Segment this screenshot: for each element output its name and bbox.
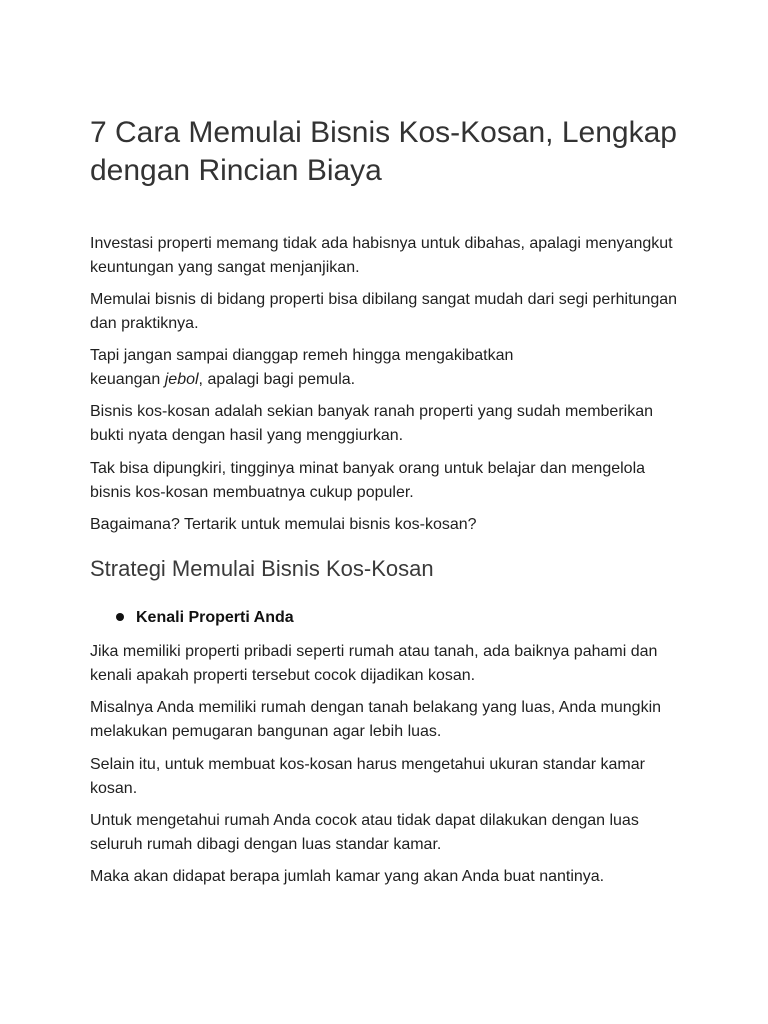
paragraph-body-1: Jika memiliki properti pribadi seperti rumah atau tanah, ada baiknya pahami dan kenali apakah properti tersebut cocok dijadikan kosan.: [90, 643, 658, 684]
paragraph-intro-3: [90, 344, 690, 392]
paragraph-intro-6: Bagaimana? Tertarik untuk memulai bisnis kos-kosan?: [90, 516, 477, 533]
article-title: 7 Cara Memulai Bisnis Kos-Kosan, Lengkap dengan Rincian Biaya: [90, 116, 677, 187]
paragraph-intro-3-line1: Tapi jangan sampai dianggap remeh hingga mengakibatkan: [90, 347, 514, 364]
section-heading: Strategi Memulai Bisnis Kos-Kosan: [90, 556, 434, 581]
paragraph-intro-3-after: , apalagi bagi pemula.: [198, 371, 356, 388]
italic-word-jebol: jebol: [164, 371, 199, 388]
bullet-label: Kenali Properti Anda: [136, 609, 294, 626]
paragraph-intro-2: Memulai bisnis di bidang properti bisa dibilang sangat mudah dari segi perhitungan dan praktiknya.: [90, 291, 678, 332]
paragraph-body-3: Selain itu, untuk membuat kos-kosan harus mengetahui ukuran standar kamar kosan.: [90, 756, 645, 797]
paragraph-body-4: Untuk mengetahui rumah Anda cocok atau tidak dapat dilakukan dengan luas seluruh rumah dibagi dengan luas standar kamar.: [90, 812, 639, 853]
paragraph-body-5: Maka akan didapat berapa jumlah kamar yang akan Anda buat nantinya.: [90, 868, 605, 885]
paragraph-intro-1: Investasi properti memang tidak ada habisnya untuk dibahas, apalagi menyangkut keuntungan yang sangat menjanjikan.: [90, 235, 673, 276]
paragraph-intro-5: Tak bisa dipungkiri, tingginya minat banyak orang untuk belajar dan mengelola bisnis kos-kosan membuatnya cukup populer.: [90, 460, 646, 501]
paragraph-intro-3-before: keuangan: [90, 371, 165, 388]
bullet-dot-icon: [116, 613, 124, 621]
paragraph-intro-4: Bisnis kos-kosan adalah sekian banyak ranah properti yang sudah memberikan bukti nyata dengan hasil yang menggiurkan.: [90, 403, 653, 444]
paragraph-body-2: Misalnya Anda memiliki rumah dengan tanah belakang yang luas, Anda mungkin melakukan pemugaran bangunan agar lebih luas.: [90, 699, 662, 740]
bullet-item: [90, 605, 690, 631]
